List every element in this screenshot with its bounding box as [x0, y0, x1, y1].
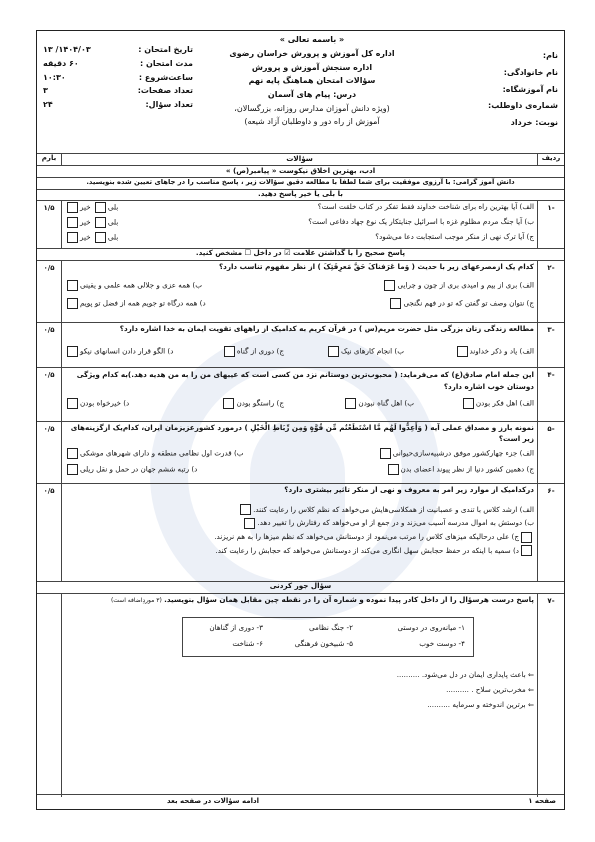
- match-answer-line[interactable]: ⇐ برترین اندوخته و سرمایه ..........: [427, 700, 534, 710]
- option-checkbox[interactable]: [390, 298, 401, 309]
- tick-text: پاسخ صحیح را با گذاشتن علامت ☑ در داخل ☐ مشخص کنید.: [195, 248, 406, 257]
- option-c: ج) نتوان وصف تو گفتن که تو در فهم نگنجی: [388, 298, 534, 309]
- option-checkbox[interactable]: [223, 398, 234, 409]
- info-value: ۱۴۰۴/۰۳/ ۱۳: [43, 45, 91, 54]
- question-1: [37, 200, 564, 249]
- match-answer-line[interactable]: ⇐ مخرب‌ترین سلاح . ..........: [446, 685, 534, 695]
- match-option: ۱- میانه‌روی در دوستی: [397, 623, 465, 632]
- header-center: [212, 35, 412, 128]
- option-a: الف) بری از بیم و امیدی بری از چون و چرایی: [382, 280, 534, 291]
- q1-item-text: ج) آیا ترک نهی از منکر موجب استجابت دعا می‌شود؟: [375, 232, 534, 241]
- option-c: ج) علی درحالیکه میزهای کلاس را مرتب می‌نمود از دوستانش می‌خواهد که نظم میزها را به هم نریزند.: [65, 530, 534, 544]
- question-text: این جمله امام صادق(ع) که می‌فرماید: ( محبوب‌ترین دوستانم نزد من کسی است که عیبهای من را به من هدیه دهد.)به کدام ویژگی دوستان خوب اشاره دارد؟: [76, 370, 534, 391]
- question-body: [65, 423, 534, 480]
- exam-sheet: [36, 30, 565, 810]
- yesno-text: با بلی یا خیر پاسخ دهید.: [258, 189, 343, 198]
- header-exam-info: [43, 45, 193, 114]
- question-score: ۱/۵: [37, 200, 62, 248]
- no-label: خیر: [80, 202, 91, 212]
- option-checkbox[interactable]: [224, 346, 235, 357]
- course-name: درس: پیام های آسمان: [267, 90, 357, 100]
- info-value: ۶۰ دقیقه: [43, 58, 79, 68]
- info-label: ساعت‌شروع :: [138, 72, 193, 82]
- match-text: سؤال جور کردنی: [269, 581, 332, 590]
- question-5: [37, 421, 564, 484]
- no-label: خیر: [80, 232, 91, 242]
- question-number: -۱: [537, 200, 564, 248]
- match-option: ۲- جنگ نظامی: [308, 623, 353, 632]
- no-checkbox[interactable]: [67, 217, 78, 228]
- q1-item-text: الف) آیا بهترین راه برای شناخت خداوند فقط تفکر در کتاب خلقت است؟: [317, 202, 534, 211]
- option-checkbox[interactable]: [384, 280, 395, 291]
- option-b: ب) همه عزی و جلالی همه علمی و یقینی: [65, 280, 202, 291]
- no-checkbox[interactable]: [67, 202, 78, 213]
- option-c: ج) دوری از گناه: [222, 346, 284, 357]
- option-checkbox[interactable]: [521, 532, 532, 543]
- yes-label: بلی: [107, 202, 119, 212]
- yes-label: بلی: [107, 232, 119, 242]
- candidate-number-field[interactable]: شماره‌ی داوطلب:: [488, 101, 558, 111]
- q1-item: [65, 202, 534, 217]
- option-checkbox[interactable]: [67, 280, 78, 291]
- question-score: ۰/۵: [37, 421, 62, 483]
- info-label: تاریخ امتحان :: [138, 45, 193, 54]
- question-score: [37, 593, 62, 797]
- info-value: ۳: [43, 86, 48, 96]
- nobat-value: خرداد: [510, 118, 533, 128]
- question-score: ۰/۵: [37, 483, 62, 581]
- continue-note: ادامه سؤالات در صفحه بعد: [167, 797, 259, 805]
- q1-item-text: ب) آیا جنگ مردم مظلوم غزه با اسرائیل جنایتکار یک نوع جهاد دفاعی است؟: [308, 217, 534, 226]
- question-text: پاسخ درست هرسؤال را از داخل کادر پیدا نموده و شماره آن را در نقطه چین مقابل همان سؤال بنویسید.: [164, 595, 534, 604]
- question-body: [65, 369, 534, 416]
- question-note: (۳ موردِاضافه است): [110, 597, 162, 604]
- question-body: [65, 202, 534, 247]
- question-body: [65, 324, 534, 366]
- question-6: [37, 483, 564, 582]
- exam-title: سؤالات امتحان هماهنگ پایه نهم: [248, 76, 376, 86]
- option-d: د) سمیه با اینکه در حفظ حجابش سهل انگاری می‌کند از دوستانش می‌خواهد که حجابش را رعایت کند.: [65, 544, 534, 558]
- question-body: [65, 485, 534, 557]
- option-a: الف) ارشد کلاس با تندی و عصبانیت از همکلاسی‌هایش می‌خواهد که نظم کلاس را رعایت کنند.: [65, 503, 534, 517]
- footer: [37, 794, 564, 809]
- info-label: مدت امتحان :: [140, 58, 193, 68]
- question-score: ۰/۵: [37, 322, 62, 367]
- intro-text: دانش آموز گرامی: با آرزوی موفقیت برای شما لطفاً با مطالعه دقیق سؤالات زیر ، پاسخ مناسب را در جاهای تعیین شده بنویسید.: [86, 178, 515, 186]
- nobat-label: نوبت:: [535, 118, 558, 128]
- option-checkbox[interactable]: [67, 464, 78, 475]
- no-label: خیر: [80, 217, 91, 227]
- option-checkbox[interactable]: [328, 346, 339, 357]
- option-checkbox[interactable]: [67, 448, 78, 459]
- col-barom: بارم: [37, 153, 62, 165]
- option-d: د) همه درگاه تو جویم همه از فضل تو پویم: [65, 298, 206, 309]
- option-checkbox[interactable]: [463, 398, 474, 409]
- question-score: ۰/۵: [37, 367, 62, 421]
- question-text: مطالعه زندگی زنان بزرگی مثل حضرت مریم(س ) در قرآن کریم به کدامیک از راههای تقویت ایمان به خدا اشاره دارد؟: [119, 324, 534, 333]
- question-number: -۷: [537, 593, 564, 797]
- note-1: (ویژه دانش آموزان مدارس روزانه، بزرگسالان،: [234, 103, 390, 113]
- q1-item: [65, 232, 534, 247]
- org-line-2: اداره سنجش آموزش و پرورش: [251, 62, 373, 72]
- option-checkbox[interactable]: [240, 504, 251, 515]
- yes-checkbox[interactable]: [95, 202, 106, 213]
- question-3: [37, 322, 564, 368]
- question-score: ۰/۵: [37, 260, 62, 322]
- question-7: [37, 593, 564, 797]
- info-value: ۲۴: [43, 100, 53, 110]
- option-checkbox[interactable]: [457, 346, 468, 357]
- option-c: ج) راستگو بودن: [221, 398, 284, 409]
- question-number: -۲: [537, 260, 564, 322]
- name-field[interactable]: نام:: [542, 51, 558, 60]
- option-b: ب) دوستش به اموال مدرسه آسیب می‌زند و در جمع از او می‌خواهد که رفتارش را تغییر دهد.: [65, 516, 534, 530]
- question-body: [65, 262, 534, 318]
- match-option: ۴- دوست خوب: [419, 639, 465, 648]
- match-option: ۵- شبیخون فرهنگی: [294, 639, 353, 648]
- question-text: کدام یک ازمصرعهای زیر با حدیث ( وَما عَرَفناکَ حَقَّ مَعرِفَتِکَ ) از نظر مفهوم تناسب دارد؟: [218, 262, 534, 271]
- yes-label: بلی: [107, 217, 119, 227]
- question-number: -۶: [537, 483, 564, 581]
- info-value: ۱۰:۳۰: [43, 72, 66, 82]
- no-checkbox[interactable]: [67, 232, 78, 243]
- match-option: ۳- دوری از گناهان: [209, 623, 263, 632]
- header-student-info: [438, 51, 558, 129]
- org-line-1: اداره کل آموزش و پرورش خراسان رضوی: [229, 48, 395, 58]
- question-2: [37, 260, 564, 323]
- question-text: درکدامیک از موارد زیر امر به معروف و نهی از منکر تاثیر بیشتری دارد؟: [284, 485, 534, 494]
- option-b: ب) اهل گناه نبودن: [343, 398, 414, 409]
- option-d: د) رتبه ششم جهان در حمل و نقل ریلی: [65, 464, 197, 475]
- yes-checkbox[interactable]: [95, 217, 106, 228]
- question-text: نمونه بارز و مصداق عملی آیه ( وَأَعِدُّوا لَهُم مَّا اسْتَطَعْتُم مِّن قُوَّةٍ وَمِن رِّبَاطِ الْخَيْلِ ) درمورد کشورعزیزمان ایران، کدام‌یک ازگزینه‌های زیر است؟: [70, 423, 534, 443]
- match-answer-line[interactable]: ⇐ باعث پایداری ایمان در دل می‌شود. ..........: [396, 670, 534, 679]
- option-checkbox[interactable]: [380, 448, 391, 459]
- q1-item: [65, 217, 534, 232]
- option-a: الف) یاد و ذکر خداوند: [455, 346, 534, 357]
- info-label: تعداد صفحات:: [137, 86, 193, 96]
- info-label: تعداد سؤال:: [145, 100, 193, 110]
- option-a: الف) اهل فکر بودن: [461, 398, 534, 409]
- option-d: د) خیرخواه بودن: [65, 398, 129, 409]
- question-4: [37, 367, 564, 422]
- option-checkbox[interactable]: [67, 346, 78, 357]
- header: [37, 31, 564, 154]
- question-number: -۳: [537, 322, 564, 367]
- question-number: -۵: [537, 421, 564, 483]
- option-a: الف) جزء چهارکشور موفق درشبیه‌سازی‌حیوانی: [378, 448, 534, 459]
- option-checkbox[interactable]: [244, 518, 255, 529]
- option-b: ب) انجام کارهای نیک: [326, 346, 404, 357]
- family-field[interactable]: نام خانوادگی:: [503, 67, 558, 77]
- note-2: آموزش از راه دور و داوطلبان آزاد شیعه): [244, 116, 380, 126]
- match-option: ۶- شناخت: [232, 639, 263, 648]
- option-checkbox[interactable]: [521, 545, 532, 556]
- option-checkbox[interactable]: [345, 398, 356, 409]
- option-d: د) الگو قرار دادن انسانهای نیکو: [65, 346, 173, 357]
- school-field[interactable]: نام آموزشگاه:: [502, 84, 558, 94]
- option-checkbox[interactable]: [388, 464, 399, 475]
- basmala: « باسمه تعالی »: [279, 35, 345, 44]
- page-number: صفحه ۱: [528, 797, 556, 805]
- col-radif: ردیف: [537, 153, 564, 165]
- yes-checkbox[interactable]: [95, 232, 106, 243]
- match-box: [182, 617, 474, 657]
- option-b: ب) قدرت اول نظامی منطقه و دارای شهرهای موشکی: [65, 448, 244, 459]
- adab-text: ادب، بهترین اخلاق نیکوست « پیامبر(ص) »: [225, 166, 376, 175]
- option-checkbox[interactable]: [67, 298, 78, 309]
- option-checkbox[interactable]: [67, 398, 78, 409]
- question-number: -۴: [537, 367, 564, 421]
- option-c: ج) دهمین کشور دنیا از نظر پیوند اعضای بدن: [386, 464, 534, 475]
- col-soalat: سؤالات: [286, 154, 313, 163]
- question-body: [65, 595, 534, 710]
